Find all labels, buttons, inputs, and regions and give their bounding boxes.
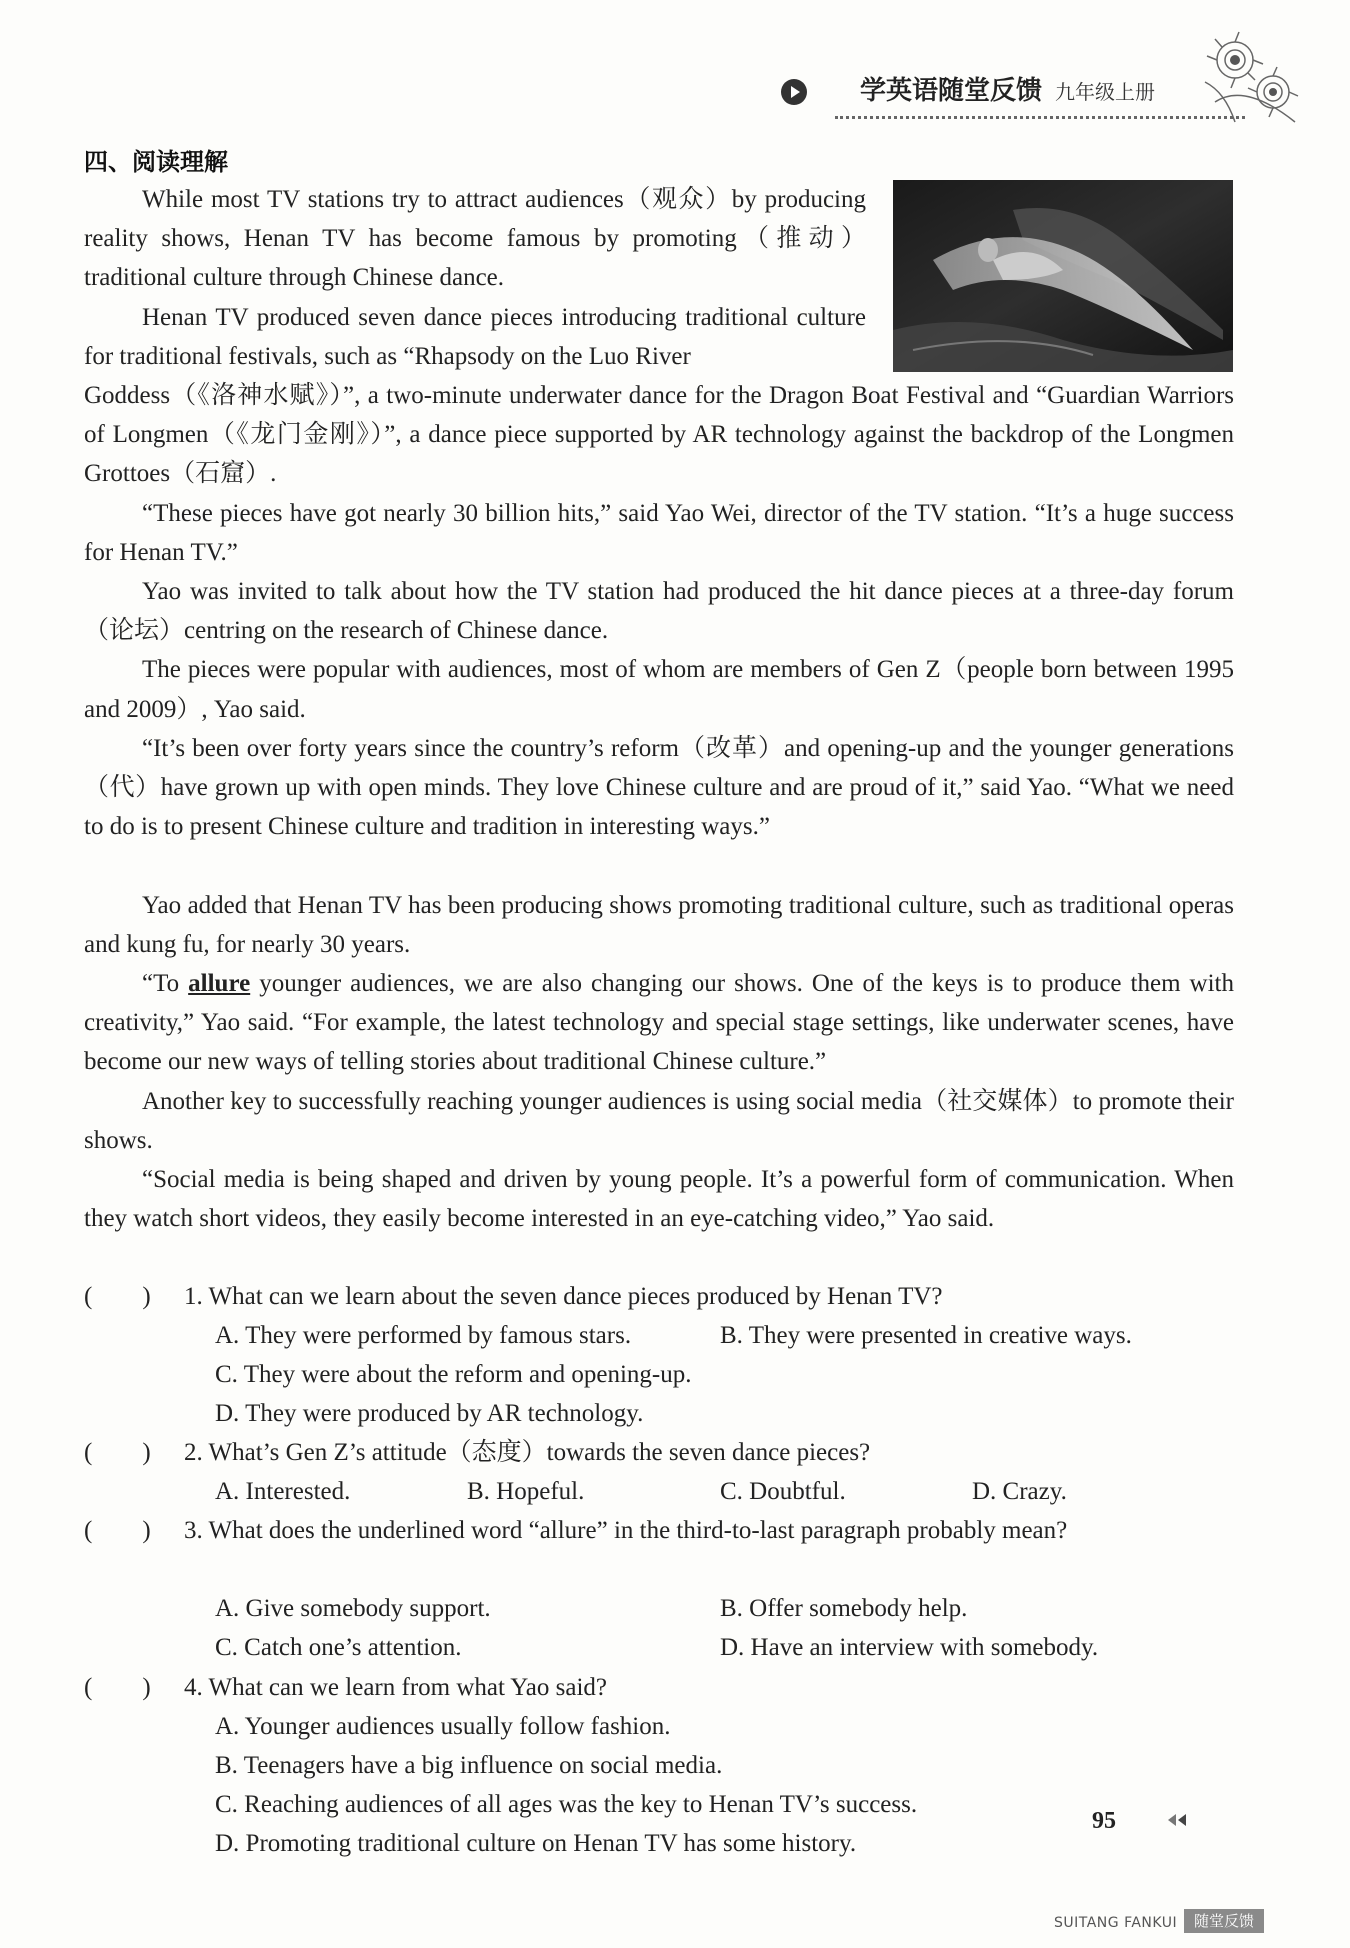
option-d[interactable]: D. Crazy. [972,1478,1067,1505]
passage-paragraph-10: “Social media is being shaped and driven by young people. It’s a powerful form of communication. When they watch short videos, they easily become interested in an eye-catching video,” Yao said. [84,1166,1234,1233]
option-b[interactable]: B. Offer somebody help. [720,1595,968,1622]
answer-blank[interactable]: ( ) [84,1517,151,1544]
question-stem: 2. What’s Gen Z’s attitude（态度）towards the seven dance pieces? [184,1439,871,1466]
passage-paragraph-9: Another key to successfully reaching younger audiences is using social media（社交媒体）to promote their shows. [84,1087,1234,1154]
answer-blank[interactable]: ( ) [84,1674,151,1701]
option-a[interactable]: A. Younger audiences usually follow fashion. [215,1713,671,1740]
passage-paragraph-2: Henan TV produced seven dance pieces introducing traditional culture for traditional festivals, such as “Rhapsody on the Luo River [84,303,866,370]
option-c[interactable]: C. They were about the reform and opening-up. [215,1361,692,1388]
passage-paragraph-5: The pieces were popular with audiences, most of whom are members of Gen Z（people born between 1995 and 2009）, Yao said. [84,656,1234,723]
header-divider [835,116,1245,119]
passage-paragraph-6: “It’s been over forty years since the country’s reform（改革）and opening-up and the younger generations（代）have grown up with open minds. They love Chinese culture and are proud of it,” said Yao. “What we need to do is to present Chinese culture and tradition in interesting ways.” [84,734,1234,841]
question-2 [84,1433,1234,1513]
option-b[interactable]: B. Hopeful. [467,1478,585,1505]
footer-brand-badge: 随堂反馈 [1184,1909,1264,1933]
passage-paragraph-7: Yao added that Henan TV has been producing shows promoting traditional culture, such as traditional operas and kung fu, for nearly 30 years. [84,891,1234,958]
book-grade: 九年级上册 [1055,80,1155,104]
passage-paragraph-1: While most TV stations try to attract audiences（观众）by producing reality shows, Henan TV has become famous by promoting（推动）traditional culture through Chinese dance. [84,186,866,292]
passage-paragraph-2-cont: Goddess（《洛神水赋》）”, a two-minute underwater dance for the Dragon Boat Festival and “Guardian Warriors of Longmen（《龙门金刚》）”, a dance piece supported by AR technology against the backdrop of the Longmen Grottoes（石窟）. [84,382,1234,488]
option-d[interactable]: D. Promoting traditional culture on Henan TV has some history. [215,1830,857,1857]
option-a[interactable]: A. Interested. [215,1478,351,1505]
question-stem: 4. What can we learn from what Yao said? [184,1674,608,1701]
page-number: 95 [1092,1808,1116,1834]
option-c[interactable]: C. Doubtful. [720,1478,846,1505]
book-title: 学英语随堂反馈 [860,76,1043,106]
question-stem: 1. What can we learn about the seven dance pieces produced by Henan TV? [184,1283,943,1310]
answer-blank[interactable]: ( ) [84,1283,151,1310]
page-header [780,60,1250,140]
footer-brand-en: SUITANG FANKUI [1054,1915,1178,1931]
double-arrow-left-icon [1166,1813,1188,1827]
allure-after: younger audiences, we are also changing our shows. One of the keys is to produce them with creativity,” Yao said. “For example, the latest technology and special stage settings, like underwater scenes, have become our new ways of telling stories about traditional Chinese culture.” [84,970,1235,1076]
option-b[interactable]: B. Teenagers have a big influence on social media. [215,1752,723,1779]
dancer-photo [893,180,1233,372]
question-3 [84,1511,1234,1671]
play-circle-icon [780,78,808,106]
option-d[interactable]: D. Have an interview with somebody. [720,1634,1099,1661]
section-title: 四、阅读理解 [84,148,228,176]
option-b[interactable]: B. They were presented in creative ways. [720,1322,1132,1349]
passage-paragraph-3: “These pieces have got nearly 30 billion hits,” said Yao Wei, director of the TV station. “It’s a huge success for Henan TV.” [84,499,1234,566]
question-4 [84,1668,1234,1857]
option-c[interactable]: C. Catch one’s attention. [215,1634,462,1661]
passage-paragraph-8 [84,964,1234,1082]
option-d[interactable]: D. They were produced by AR technology. [215,1400,644,1427]
underlined-word-allure: allure [188,970,251,997]
passage-paragraph-4: Yao was invited to talk about how the TV station had produced the hit dance pieces at a three-day forum（论坛）centring on the research of Chinese dance. [84,578,1234,645]
option-c[interactable]: C. Reaching audiences of all ages was the key to Henan TV’s success. [215,1791,918,1818]
allure-before: “To [142,970,189,997]
sunflower-icon [1195,22,1315,142]
option-a[interactable]: A. They were performed by famous stars. [215,1322,632,1349]
option-a[interactable]: A. Give somebody support. [215,1595,491,1622]
question-1 [84,1277,1234,1437]
question-stem: 3. What does the underlined word “allure” in the third-to-last paragraph probably mean? [184,1517,1068,1544]
answer-blank[interactable]: ( ) [84,1439,151,1466]
